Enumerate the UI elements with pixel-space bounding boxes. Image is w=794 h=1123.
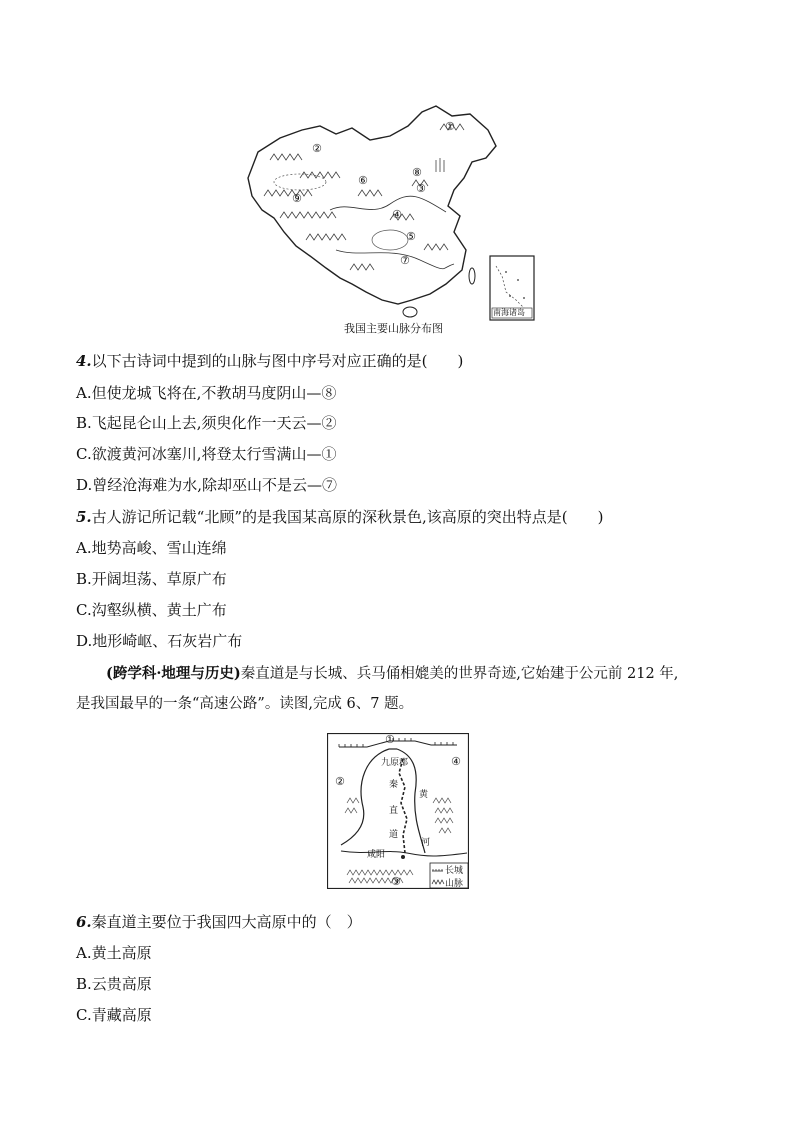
- qin-road-map: [327, 733, 469, 889]
- q5-stem-text: 古人游记所记载“北顾”的是我国某高原的深秋景色,该高原的突出特点是( ): [91, 508, 604, 526]
- label-road-qin: 秦: [389, 780, 399, 790]
- q5-stem: [76, 507, 604, 527]
- china-mountain-map: [240, 100, 540, 340]
- china-map-svg: [240, 100, 540, 340]
- label-jiuyuan: 九原郡: [381, 758, 409, 768]
- q5-option-a: A.地势高峻、雪山连绵: [76, 539, 227, 557]
- q4-stem-text: 以下古诗词中提到的山脉与图中序号对应正确的是( ): [91, 352, 464, 370]
- q4-option-c: C.欲渡黄河冰塞川,将登太行雪满山—①: [76, 445, 337, 463]
- map-marker-7: ⑦: [400, 254, 410, 267]
- map-caption: 我国主要山脉分布图: [344, 322, 443, 335]
- map-marker-8: ⑧: [412, 166, 422, 179]
- q6-option-c: C.青藏高原: [76, 1006, 152, 1024]
- label-road-dao: 道: [389, 830, 399, 840]
- q4-option-b: B.飞起昆仑山上去,须臾化作一天云—②: [76, 414, 337, 432]
- q6-option-a: A.黄土高原: [76, 944, 152, 962]
- map-marker-4: ④: [392, 208, 402, 221]
- qin-marker-1: ①: [385, 733, 395, 746]
- map-marker-1: ①: [445, 120, 455, 133]
- q4-stem: [76, 351, 463, 371]
- label-xianyang: 咸阳: [367, 850, 386, 860]
- label-road-zhi: 直: [389, 806, 399, 816]
- q6-stem: [76, 912, 362, 932]
- label-river-he: 河: [421, 838, 431, 848]
- q6-stem-text: 秦直道主要位于我国四大高原中的（ ）: [91, 913, 362, 931]
- map-marker-3: ③: [416, 182, 426, 195]
- label-river-huang: 黄: [419, 790, 429, 800]
- q6-option-b: B.云贵高原: [76, 975, 152, 993]
- qin-marker-2: ②: [335, 775, 345, 788]
- legend-great-wall: 长城: [445, 866, 464, 876]
- q5-option-d: D.地形崎岖、石灰岩广布: [76, 632, 243, 650]
- intro-line-2: 是我国最早的一条“高速公路”。读图,完成 6、7 题。: [76, 696, 414, 712]
- q5-option-b: B.开阔坦荡、草原广布: [76, 570, 227, 588]
- intro-line-1: [106, 664, 678, 684]
- q4-option-a: A.但使龙城飞将在,不教胡马度阴山—⑧: [76, 384, 337, 402]
- map-marker-2: ②: [312, 142, 322, 155]
- qin-marker-3: ③: [391, 875, 401, 888]
- map-marker-5: ⑤: [406, 230, 416, 243]
- legend-mountain: 山脉: [445, 879, 464, 889]
- inset-label: 南海诸岛: [493, 308, 525, 317]
- map-marker-6: ⑥: [358, 174, 368, 187]
- qin-marker-4: ④: [451, 755, 461, 768]
- china-outline: [248, 106, 496, 304]
- q5-option-c: C.沟壑纵横、黄土广布: [76, 601, 227, 619]
- intro-tag: (跨学科·地理与历史): [106, 665, 241, 682]
- q5-number: 5.: [76, 508, 92, 526]
- intro-line-1-text: 秦直道是与长城、兵马俑相媲美的世界奇迹,它始建于公元前 212 年,: [240, 666, 679, 682]
- map-marker-9: ⑨: [292, 192, 302, 205]
- q4-option-d: D.曾经沧海难为水,除却巫山不是云—⑦: [76, 476, 338, 494]
- q4-number: 4.: [76, 352, 92, 370]
- q6-number: 6.: [76, 913, 92, 931]
